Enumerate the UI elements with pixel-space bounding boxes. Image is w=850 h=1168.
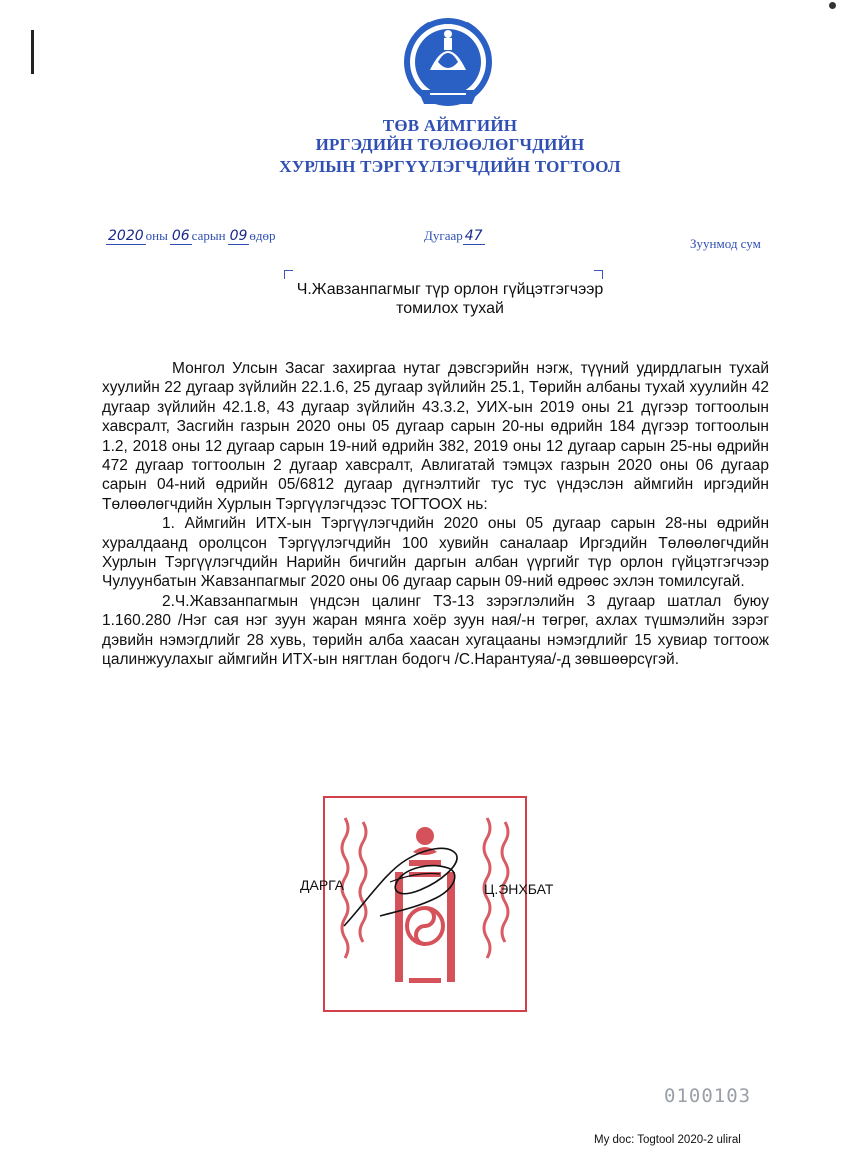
- handwritten-signature: [336, 832, 476, 932]
- header-line-3: ХУРЛЫН ТЭРГҮҮЛЭГЧДИЙН ТОГТООЛ: [279, 157, 621, 176]
- date-line: [106, 228, 276, 245]
- year-label: оны: [145, 228, 168, 243]
- subject-bracket-left: [284, 270, 293, 279]
- number-line: [424, 228, 485, 245]
- resolution-item-1: 1. Аймгийн ИТХ-ын Тэргүүлэгчдийн 2020 оны 05 дугаар сарын 28-ны өдрийн хуралдаанд оролцсон Тэргүүлэгчдийн 100 хувийн саналаар Иргэдийн Төлөөлөгчдийн Хурлын Тэргүүлэгчдийн Нарийн бичгийн даргын албан үүргийг түр орлон гүйцэтгэгчээр Чулуунбатын Жавзанпагмыг 2020 оны 06 дугаар сарын 09-ний өдрөөс эхлэн томилсугай.: [102, 515, 769, 591]
- header-line-2: ИРГЭДИЙН ТӨЛӨӨЛӨГЧДИЙН: [315, 135, 585, 154]
- subject-line-2: томилох тухай: [396, 300, 504, 317]
- number-value: 47: [464, 228, 483, 244]
- serial-number: 0100103: [664, 1085, 752, 1107]
- signatory-title: ДАРГА: [300, 877, 345, 893]
- number-label: Дугаар: [424, 228, 463, 243]
- place-name: Зуунмод сум: [690, 236, 761, 251]
- subject-line-1: Ч.Жавзанпагмыг түр орлон гүйцэтгэгчээр: [296, 281, 604, 298]
- day-value: 09: [229, 228, 248, 244]
- state-emblem-icon: [400, 12, 496, 116]
- preamble-paragraph: Монгол Улсын Засаг захиргаа нутаг дэвсгэрийн нэгж, түүний удирдлагын тухай хуулийн 22 дугаар зүйлийн 22.1.6, 25 дугаар зүйлийн 25.1, Төрийн албаны тухай хуулийн 42 дугаар зүйлийн 42.1.8, 43 дугаар зүйлийн 43.3.2, УИХ-ын 2019 оны 21 дүгээр тогтоолын хавсралт, Засгийн газрын 2020 оны 05 дугаар сарын 20-ны өдрийн 184 дүгээр тогтоолын 1.2, 2018 оны 12 дугаар сарын 19-ний өдрийн 382, 2019 оны 12 дугаар сарын 25-ны өдрийн 472 дугаар тогтоолын 2 дугаар хавсралт, Авлигатай тэмцэх газрын 2020 оны 06 дугаар сарын 04-ний өдрийн 05/6812 дугаар дүгнэлтийг тус тус үндэслэн аймгийн иргэдийн Төлөөлөгчдийн Хурлын Тэргүүлэгчдээс ТОГТООХ нь:: [102, 360, 769, 513]
- month-label: сарын: [191, 228, 226, 243]
- year-value: 2020: [108, 228, 144, 244]
- day-label: өдөр: [249, 228, 276, 243]
- month-value: 06: [171, 228, 190, 244]
- scan-mark: [31, 30, 34, 74]
- resolution-item-2: 2.Ч.Жавзанпагмын үндсэн цалинг ТЗ-13 зэрэглэлийн 3 дугаар шатлал буюу 1.160.280 /Нэг сая нэг зуун жаран мянга хоёр зуун ная/-н төгрөг, ахлах түшмэлийн зэрэг дэвийн нэмэгдлийг 28 хувь, төрийн алба хаасан хугацааны нэмэгдлийг 15 хувиар тогтоож цалинжуулахыг аймгийн ИТХ-ын нягтлан бодогч /С.Нарантуяа/-д зөвшөөрсүгэй.: [102, 592, 769, 669]
- subject-bracket-right: [594, 270, 603, 279]
- header-line-1: ТӨВ АЙМГИЙН: [382, 116, 518, 135]
- resolution-body: [102, 359, 769, 670]
- corner-dot: [829, 2, 836, 9]
- signatory-name: Ц.ЭНХБАТ: [484, 881, 554, 897]
- footer-note: My doc: Togtool 2020-2 uliral: [594, 1134, 741, 1146]
